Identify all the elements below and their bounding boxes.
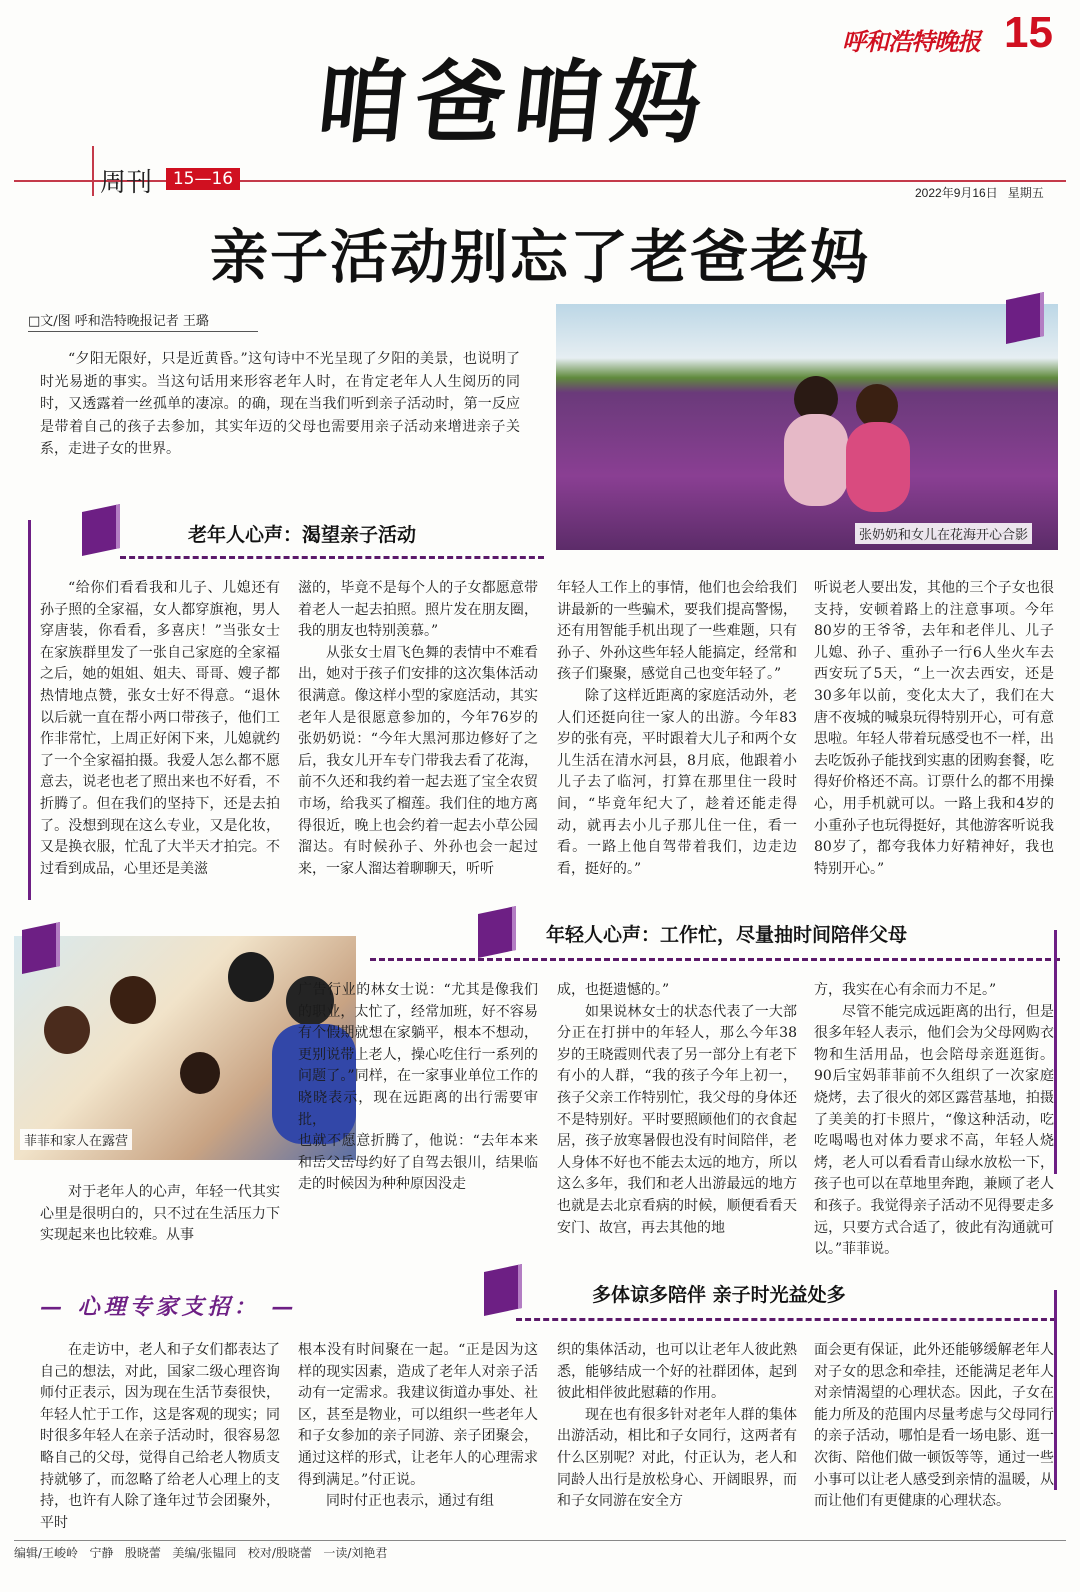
- section-border: [28, 520, 31, 900]
- section-divider: [120, 556, 544, 559]
- column-masthead: 咱爸咱妈: [311, 50, 715, 156]
- purple-corner-deco: [478, 906, 516, 958]
- intro-paragraph: “夕阳无限好，只是近黄昏。”这句诗中不光呈现了夕阳的美景，也说明了时光易逝的事实。当这句话用来形容老年人时，在肯定老年人人生阅历的同时，又透露着一丝孤单的凄凉。的确，现在当我们听到亲子活动时，第一反应是带着自己的孩子去参加，其实年迈的父母也需要用亲子活动来增进亲子关系，走进子女的世界。: [40, 351, 520, 458]
- photo1-caption: 张奶奶和女儿在花海开心合影: [855, 523, 1032, 544]
- section-title-elderly: 老年人心声：渴望亲子活动: [188, 524, 417, 546]
- dateline: [915, 184, 1044, 201]
- expert-advice-label: — 心理专家支招： —: [40, 1294, 298, 1320]
- section3-column-1: 在走访中，老人和子女们都表达了自己的想法，对此，国家二级心理咨询师付正表示，因为现在生活节奏很快，年轻人忙于工作，这是客观的现实；同时很多年轻人在亲子活动时，很容易忽略自己的父母，觉得自己给老人物质支持就够了，而忽略了给老人心理上的支持，也许有人除了逢年过节会团聚外，平时: [40, 1342, 280, 1531]
- purple-corner-deco: [22, 922, 60, 974]
- section-border: [1054, 1290, 1057, 1490]
- purple-corner-deco: [484, 1264, 522, 1316]
- section2-column-2: 广告行业的林女士说：“尤其是像我们的职业，太忙了，经常加班，好不容易有个假期就想在家躺平，根本不想动，更别说带上老人，操心吃住行一系列的问题了。”同样，在一家事业单位工作的晓晓表示，现在远距离的出行需要审批， 也就不愿意折腾了，他说：“去年本来和岳父岳母约好了自驾去银川，结果临走的时候因为种种原因没走: [298, 982, 538, 1193]
- section-border: [1054, 930, 1057, 1174]
- editor-credits: 编辑/王峻岭 宁静 殷晓蕾 美编/张韫同 校对/殷晓蕾 一读/刘艳君: [14, 1546, 388, 1560]
- photo2-caption: 菲菲和家人在露营: [20, 1129, 132, 1150]
- footer-rule: [14, 1540, 1066, 1541]
- weekday: 星期五: [1007, 186, 1044, 200]
- photo-person-body: [784, 414, 848, 506]
- page-number: 15: [1004, 8, 1053, 57]
- headline: 亲子活动别忘了老爸老妈: [209, 223, 870, 291]
- photo-person-head: [228, 952, 274, 1002]
- section2-column-1: 对于老年人的心声，年轻一代其实心里是很明白的，只不过在生活压力下实现起来也比较难。从事: [40, 1184, 280, 1244]
- purple-corner-deco: [82, 504, 120, 556]
- photo-person-body: [846, 422, 910, 512]
- section1-column-4: 听说老人要出发，其他的三个子女也很支持，安顿着路上的注意事项。今年80岁的王爷爷，去年和老伴儿、儿子儿媳、孙子、重孙子一行6人坐火车去西安玩了5天，“上一次去西安，还是30多年以前，变化太大了，我们在大唐不夜城的喊泉玩得特别开心，可有意思啦。年轻人带着玩感受也不一样，出去吃饭孙子能找到实惠的团购套餐，吃得好价格还不高。订票什么的都不用操心，用手机就可以。一路上我和4岁的小重孙子也玩得挺好，其他游客听说我80岁了，都夸我体力好精神好，我也特别开心。”: [814, 580, 1054, 877]
- photo-person-head: [110, 976, 156, 1024]
- section2-column-4: 方，我实在心有余而力不足。” 尽管不能完成远距离的出行，但是很多年轻人表示，他们会为父母网购衣物和生活用品，也会陪母亲逛逛街。90后宝妈菲菲前不久组织了一次家庭烧烤，去了很火的郊区露营基地，拍摄了美美的打卡照片，“像这种活动，吃吃喝喝也对体力要求不高，年轻人烧烤，老人可以看看青山绿水放松一下，孩子也可以在草地里奔跑，兼顾了老人和孩子。我觉得亲子活动不见得要走多远，只要方式合适了，彼此有沟通就可以。”菲菲说。: [814, 982, 1054, 1258]
- section-title-advice: 多体谅多陪伴 亲子时光益处多: [592, 1284, 846, 1306]
- section3-column-4: 面会更有保证，此外还能够缓解老年人对子女的思念和牵挂，还能满足老年人对亲情渴望的心理状态。因此，子女在能力所及的范围内尽量考虑与父母同行的亲子活动，哪怕是看一场电影、逛一次街、陪他们做一顿饭等等，通过一些小事可以让老人感受到亲情的温暖，从而让他们有更健康的心理状态。: [814, 1342, 1054, 1510]
- byline: □文/图 呼和浩特晚报记者 王璐: [28, 310, 258, 332]
- section3-column-2: 根本没有时间聚在一起。“正是因为这样的现实因素，造成了老年人对亲子活动有一定需求。我建议街道办事处、社区，甚至是物业，可以组织一些老年人和子女参加的亲子同游、亲子团聚会，通过这样的形式，让老年人的心理需求得到满足。”付正说。 同时付正也表示，通过有组: [298, 1342, 538, 1510]
- section1-column-3: 年轻人工作上的事情，他们也会给我们讲最新的一些骗术，要我们提高警惕，还有用智能手机出现了一些难题，只有孙子、外孙这些年轻人能搞定，经常和孩子们聚聚，感觉自己也变年轻了。” 除了这样近距离的家庭活动外，老人们还挺向往一家人的出游。今年83岁的张有亮，平时跟着大儿子和两个女儿生活在清水河县，8月底，他跟着小儿子去了临河，打算在那里住一段时间，“毕竟年纪大了，趁着还能走得动，就再去小儿子那儿住一住，看一看。一路上他自驾带着我们，边走边看，挺好的。”: [557, 580, 797, 877]
- section-divider: [370, 958, 1060, 961]
- date: 2022年9月16日: [915, 186, 998, 200]
- section1-column-2: 滋的，毕竟不是每个人的子女都愿意带着老人一起去拍照。照片发在朋友圈，我的朋友也特别羡慕。” 从张女士眉飞色舞的表情中不难看出，她对于孩子们安排的这次集体活动很满意。像这样小型的家庭活动，其实老年人是很愿意参加的，今年76岁的张奶奶说：“今年大黑河那边修好了之后，我女儿开车专门带我去看了花海，前不久还和我约着一起去逛了宝全农贸市场，给我买了榴莲。我们住的地方离得很近，晚上也会约着一起去小草公园溜达。有时候孙子、外孙也会一起过来，一家人溜达着聊聊天，听听: [298, 580, 538, 877]
- photo-person-head: [44, 1006, 90, 1054]
- purple-corner-deco: [1006, 292, 1044, 344]
- newspaper-brand: 呼和浩特晚报: [842, 27, 980, 56]
- section2-column-3: 成，也挺遗憾的。” 如果说林女士的状态代表了一大部分正在打拼中的年轻人，那么今年38岁的王晓霞则代表了另一部分上有老下有小的人群，“我的孩子今年上初一，孩子父亲工作特别忙，我父母的身体还不是特别好。平时要照顾他们的衣食起居，孩子放寒暑假也没有时间陪伴，老人身体不好也不能去太远的地方，所以这么多年，我们和老人出游最远的地方也就是去北京看病的时候，顺便看看天安门、故宫，再去其他的地: [557, 982, 797, 1236]
- weekly-label: 周刊: [100, 168, 153, 198]
- flower-field-photo: [556, 304, 1058, 550]
- section3-column-3: 织的集体活动，也可以让老年人彼此熟悉，能够结成一个好的社群团体，起到彼此相伴彼此慰藉的作用。 现在也有很多针对老年人群的集体出游活动，相比和子女同行，这两者有什么区别呢？对此，付正认为，老人和同龄人出行是放松身心、开阔眼界，而和子女同游在安全方: [557, 1342, 797, 1510]
- section-divider: [516, 1318, 1056, 1321]
- weekly-pages-badge: 15—16: [166, 168, 240, 190]
- section-title-young: 年轻人心声：工作忙，尽量抽时间陪伴父母: [546, 924, 908, 946]
- section1-column-1: “给你们看看我和儿子、儿媳还有孙子照的全家福，女人都穿旗袍，男人穿唐装，你看看，多喜庆！”当张女士在家族群里发了一张自己家庭的全家福之后，她的姐姐、姐夫、哥哥、嫂子都热情地点赞，张女士好不得意。“退休以后就一直在帮小两口带孩子，他们工作非常忙，上周正好闲下来，儿媳就约了一个全家福拍摄。我爱人怎么都不愿意去，说老也老了照出来也不好看，不折腾了。但在我们的坚持下，还是去拍了。没想到现在这么专业，又是化妆，又是换衣服，忙乱了大半天才拍完。不过看到成品，心里还是美滋: [40, 580, 280, 877]
- photo-person-head: [180, 1052, 220, 1094]
